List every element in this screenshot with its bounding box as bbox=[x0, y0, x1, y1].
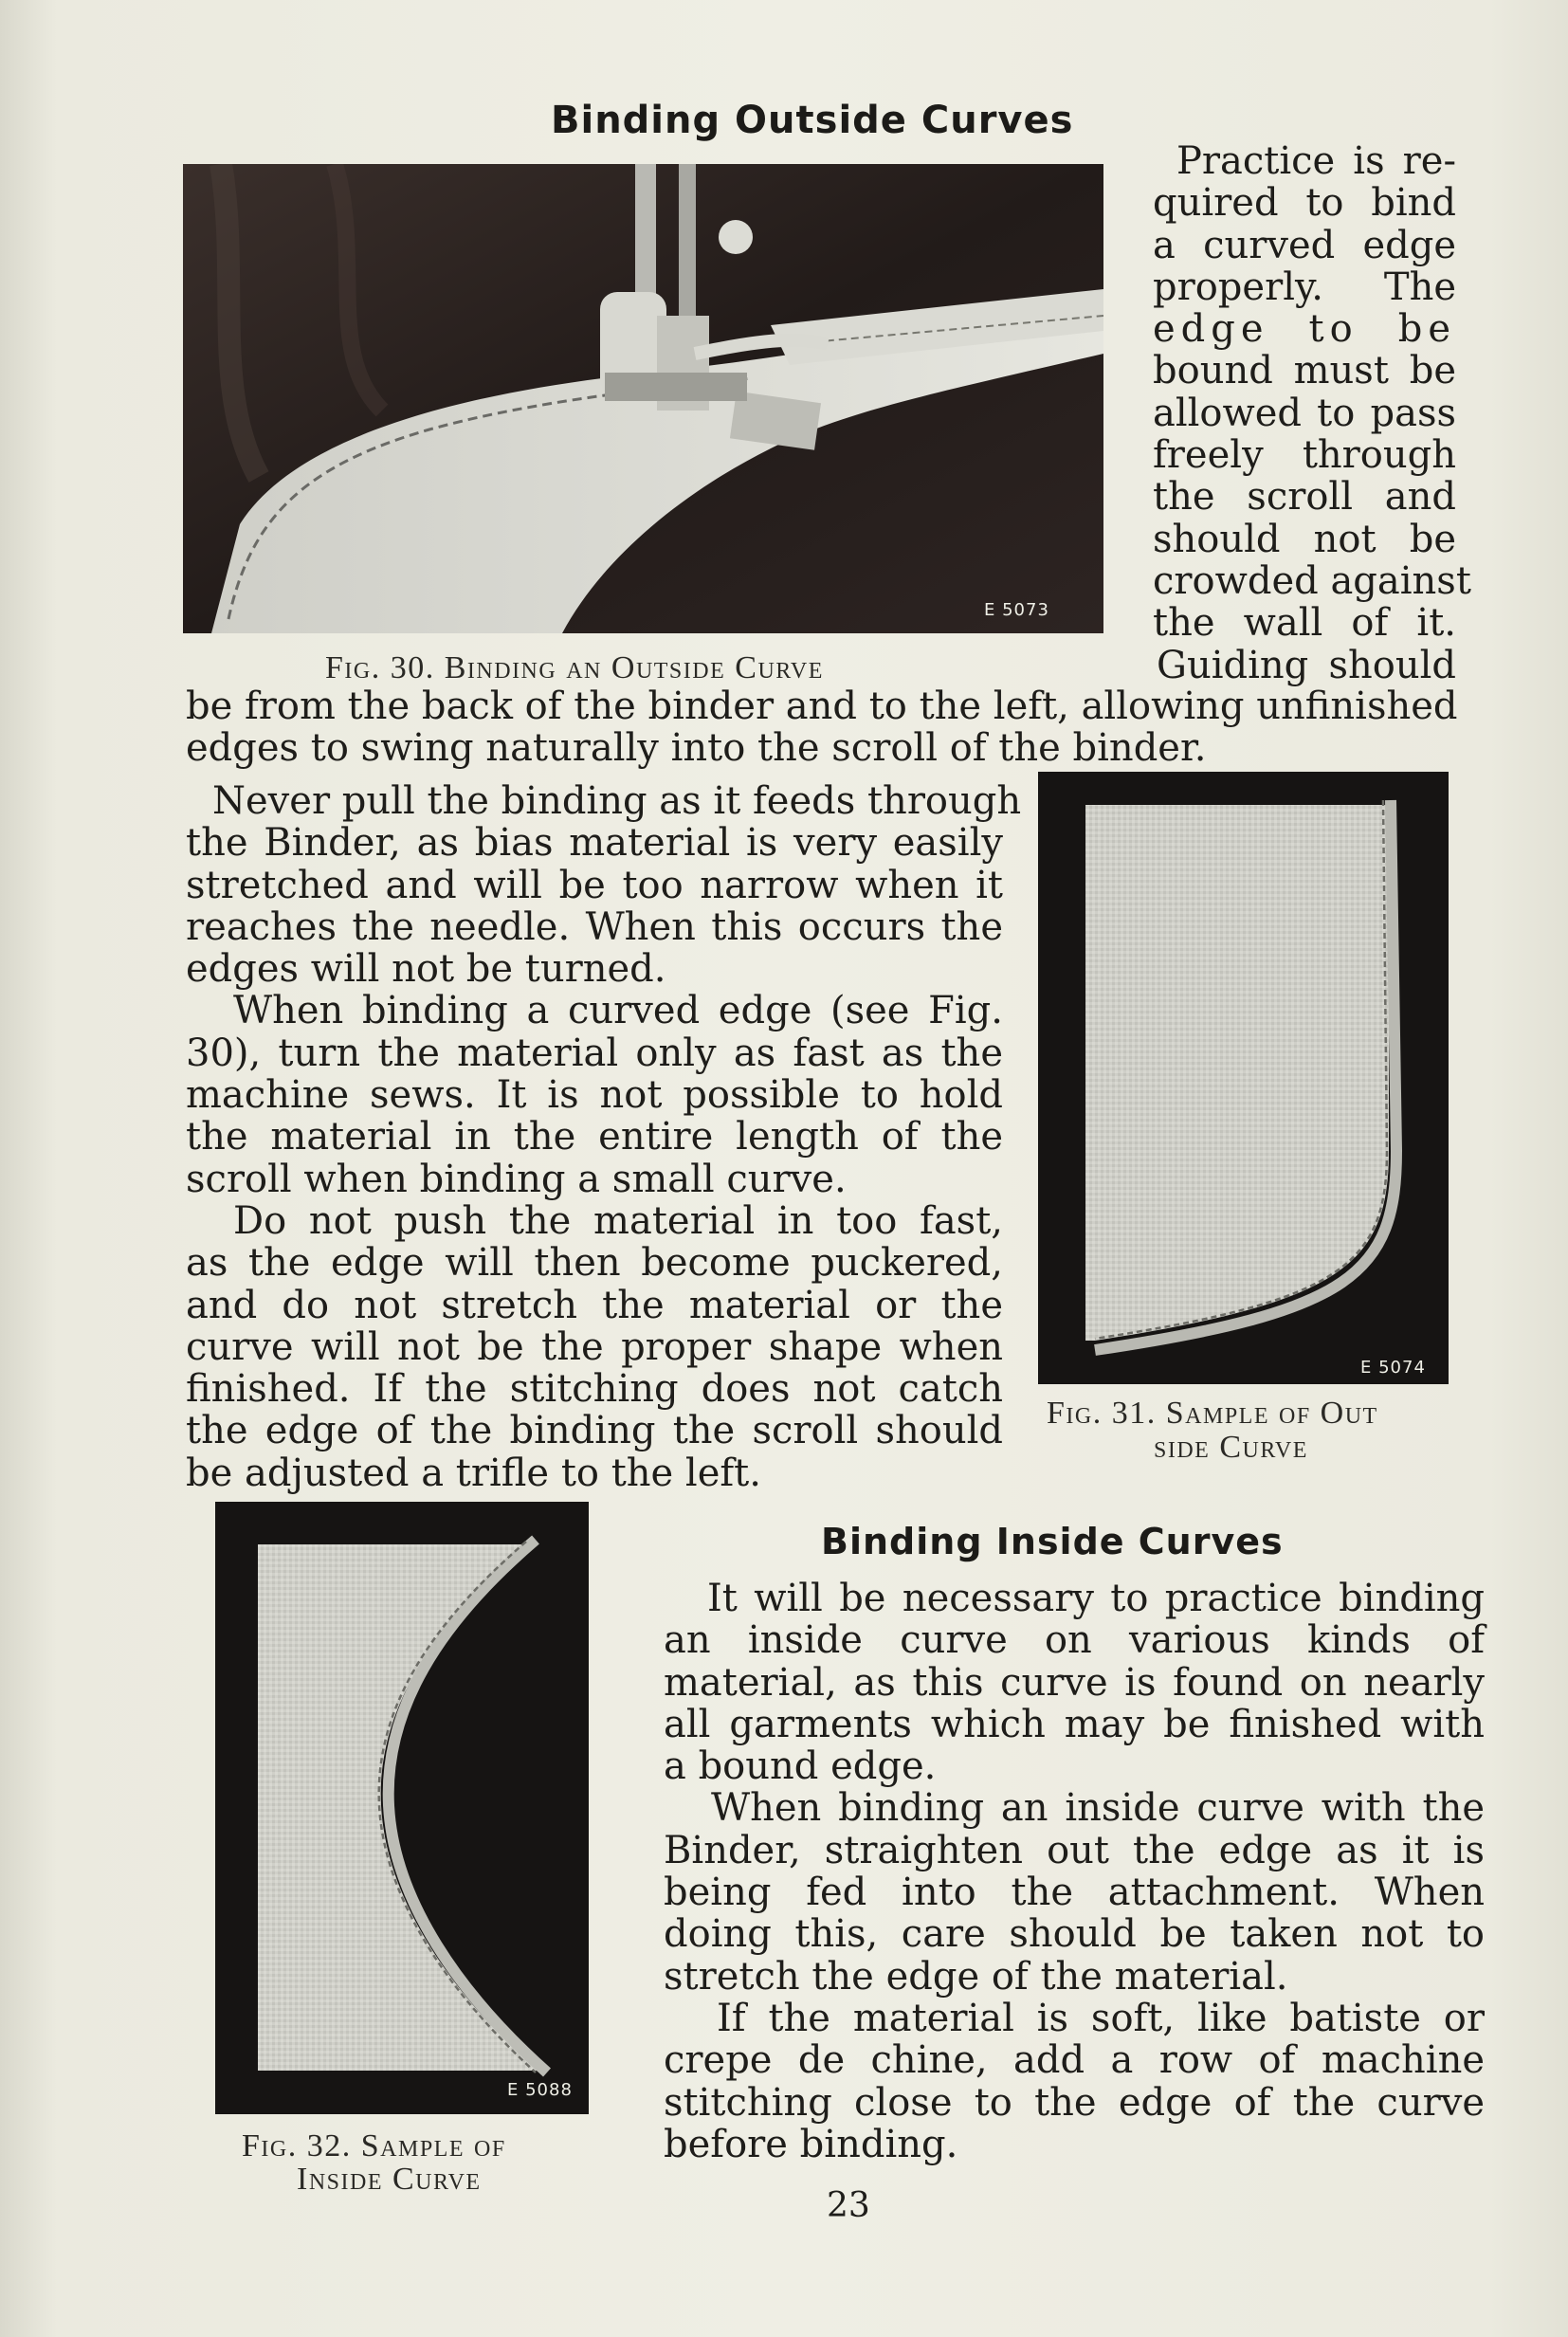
text-line: the scroll and bbox=[1153, 475, 1456, 520]
text-line: freely through bbox=[1153, 433, 1456, 478]
text-line: crepe de chine, add a row of machine bbox=[664, 2038, 1485, 2083]
text-line: scroll when binding a small curve. bbox=[186, 1157, 847, 1201]
text-line: an inside curve on various kinds of bbox=[664, 1618, 1485, 1663]
text-line: machine sews. It is not possible to hold bbox=[186, 1073, 1003, 1118]
text-line: finished. If the stitching does not catch bbox=[186, 1367, 1003, 1412]
figure-31-caption-line-1: Fig. 31. Sample of Out bbox=[1047, 1396, 1378, 1431]
text-line: curve will not be the proper shape when bbox=[186, 1324, 1003, 1369]
text-line: as the edge will then become puckered, bbox=[186, 1241, 1003, 1286]
text-line: before binding. bbox=[664, 2122, 958, 2166]
text-line: Never pull the binding as it feeds through bbox=[212, 779, 1022, 823]
text-line: the edge of the binding the scroll should bbox=[186, 1409, 1003, 1453]
text-line: When binding a curved edge (see Fig. bbox=[233, 989, 1003, 1033]
text-line: stretched and will be too narrow when it bbox=[186, 863, 1003, 907]
text-line: 30), turn the material only as fast as the bbox=[186, 1031, 1003, 1075]
text-line: stitching close to the edge of the curve bbox=[664, 2080, 1485, 2125]
inside-curve-sample-illustration bbox=[215, 1502, 589, 2114]
text-line: a bound edge. bbox=[664, 1744, 937, 1789]
text-line: the material in the entire length of the bbox=[186, 1115, 1003, 1159]
text-line: quired to bind bbox=[1153, 181, 1456, 226]
text-line: Practice is re- bbox=[1176, 139, 1456, 183]
figure-31-caption-line-2: side Curve bbox=[1154, 1430, 1308, 1465]
figure-32-code: E 5088 bbox=[507, 2080, 573, 2100]
text-line: Guiding should bbox=[1157, 643, 1456, 687]
text-line: the wall of it. bbox=[1153, 601, 1456, 646]
text-line: should not be bbox=[1153, 517, 1456, 561]
figure-30-caption: Fig. 30. Binding an Outside Curve bbox=[325, 650, 824, 685]
heading-inside-curves: Binding Inside Curves bbox=[821, 1521, 1284, 1562]
text-line: be from the back of the binder and to the left, allowing unfinished bbox=[186, 685, 1458, 728]
figure-32-caption-line-2: Inside Curve bbox=[297, 2162, 482, 2197]
left-column-text bbox=[186, 779, 1022, 1495]
text-line: a curved edge bbox=[1153, 223, 1456, 267]
inside-curves-text bbox=[664, 1578, 1485, 2165]
text-line: Do not push the material in too fast, bbox=[233, 1198, 1003, 1243]
text-line: properly. The bbox=[1153, 265, 1456, 309]
text-line: material, as this curve is found on nearly bbox=[664, 1660, 1485, 1705]
text-line: all garments which may be finished with bbox=[664, 1702, 1485, 1746]
text-line: be adjusted a trifle to the left. bbox=[186, 1451, 761, 1495]
text-line: If the material is soft, like batiste or bbox=[717, 1996, 1485, 2040]
intro-full-width bbox=[186, 685, 1456, 770]
figure-30-code: E 5073 bbox=[984, 600, 1049, 620]
sewing-machine-binder-illustration bbox=[183, 164, 1103, 633]
text-line: crowded against bbox=[1153, 558, 1471, 603]
text-line: edges to swing naturally into the scroll of the binder. bbox=[186, 726, 1207, 771]
text-line: doing this, care should be taken not to bbox=[664, 1912, 1485, 1957]
text-line: the Binder, as bias material is very easily bbox=[186, 821, 1003, 866]
text-line: bound must be bbox=[1153, 349, 1456, 393]
outside-curve-sample-illustration bbox=[1038, 772, 1449, 1384]
text-line: It will be necessary to practice binding bbox=[707, 1577, 1485, 1620]
text-line: being fed into the attachment. When bbox=[664, 1871, 1485, 1915]
figure-31-code: E 5074 bbox=[1360, 1358, 1426, 1378]
heading-outside-curves: Binding Outside Curves bbox=[551, 99, 1074, 142]
page-number: 23 bbox=[827, 2186, 870, 2225]
text-line: allowed to pass bbox=[1153, 391, 1456, 435]
text-line: and do not stretch the material or the bbox=[186, 1283, 1003, 1327]
intro-narrow-column bbox=[1153, 139, 1471, 687]
text-line: reaches the needle. When this occurs the bbox=[186, 904, 1003, 949]
text-line: edge to be bbox=[1153, 307, 1456, 352]
figure-32-caption-line-1: Fig. 32. Sample of bbox=[242, 2128, 506, 2164]
text-line: When binding an inside curve with the bbox=[711, 1786, 1485, 1831]
text-line: Binder, straighten out the edge as it is bbox=[664, 1828, 1485, 1872]
figure-31-photo bbox=[1038, 772, 1449, 1384]
text-line: stretch the edge of the material. bbox=[664, 1954, 1288, 1999]
figure-30-photo bbox=[183, 164, 1103, 633]
text-line: edges will not be turned. bbox=[186, 947, 666, 992]
figure-32-photo bbox=[215, 1502, 589, 2114]
